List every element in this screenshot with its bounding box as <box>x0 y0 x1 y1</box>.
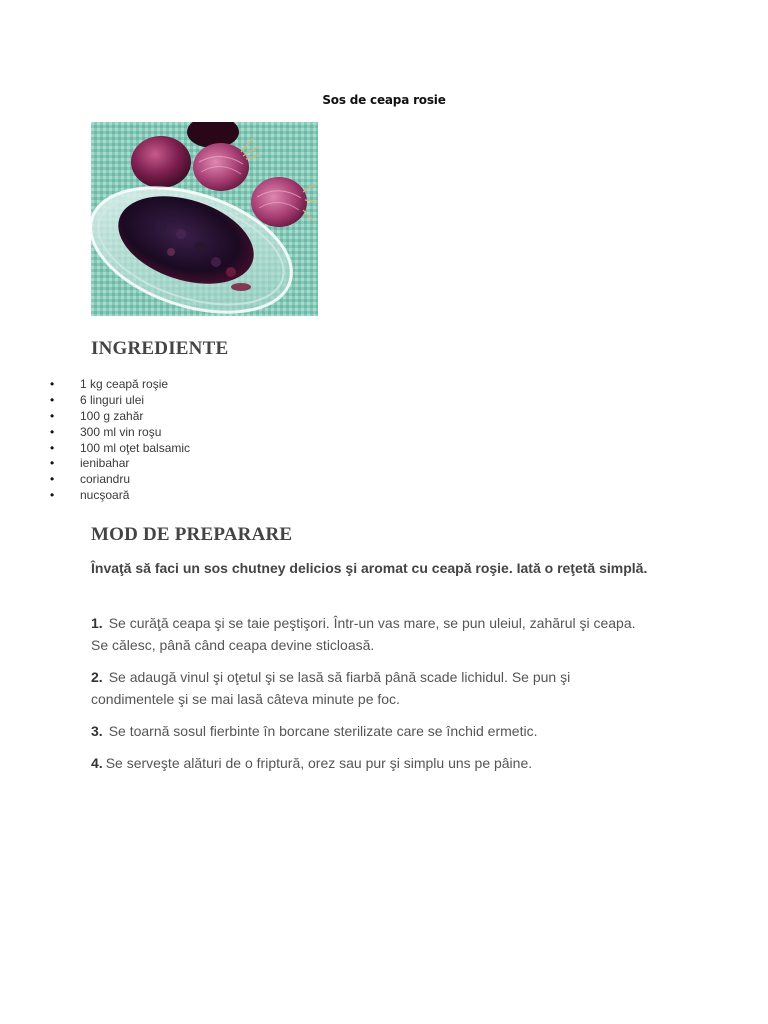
list-item <box>0 472 190 488</box>
step-item <box>91 612 651 656</box>
step-number: 1. <box>91 615 103 631</box>
ingredients-heading: INGREDIENTE <box>91 338 229 359</box>
preparation-heading: MOD DE PREPARARE <box>91 524 293 545</box>
bullet: • <box>50 472 55 487</box>
step-number: 3. <box>91 723 103 739</box>
bullet: • <box>50 392 55 407</box>
document-title: Sos de ceapa rosie <box>322 93 446 107</box>
list-item <box>0 377 190 393</box>
bullet: • <box>50 456 55 471</box>
recipe-photo <box>91 122 318 316</box>
ingredient-text: 300 ml vin roşu <box>80 424 162 439</box>
ingredient-text: ienibahar <box>80 456 130 471</box>
ingredients-list <box>0 377 190 504</box>
step-text: Se adaugă vinul şi oţetul şi se lasă să fiarbă până scade lichidul. Se pun şi condimentele şi se mai lasă câteva minute pe foc. <box>91 669 571 707</box>
recipe-intro: Învaţă să faci un sos chutney delicios şi aromat cu ceapă roşie. Iată o reţetă simplă. <box>91 560 648 576</box>
bullet: • <box>50 424 55 439</box>
list-item <box>0 409 190 425</box>
ingredient-text: coriandru <box>80 472 131 487</box>
step-text: Se curăţă ceapa şi se taie peştişori. Într-un vas mare, se pun uleiul, zahărul şi ceapa. Se călesc, până când ceapa devine sticloasă. <box>91 615 636 653</box>
ingredient-text: 6 linguri ulei <box>80 392 145 407</box>
step-text: Se serveşte alături de o friptură, orez sau pur şi simplu uns pe pâine. <box>105 755 533 771</box>
bullet: • <box>50 408 55 423</box>
bullet: • <box>50 377 55 391</box>
ingredient-text: 1 kg ceapă roşie <box>80 377 169 391</box>
step-number: 4. <box>91 755 103 771</box>
list-item <box>0 425 190 441</box>
step-item <box>91 666 651 710</box>
ingredient-text: nucşoară <box>80 488 130 503</box>
bullet: • <box>50 488 55 503</box>
step-item <box>91 752 651 774</box>
ingredient-text: 100 ml oţet balsamic <box>80 440 191 455</box>
red-onion-chutney-photo-icon <box>91 122 318 316</box>
step-number: 2. <box>91 669 103 685</box>
step-item <box>91 720 651 742</box>
ingredient-text: 100 g zahăr <box>80 408 144 423</box>
list-item <box>0 456 190 472</box>
list-item <box>0 441 190 457</box>
list-item <box>0 488 190 504</box>
bullet: • <box>50 440 55 455</box>
step-text: Se toarnă sosul fierbinte în borcane sterilizate care se închid ermetic. <box>108 723 538 739</box>
list-item <box>0 393 190 409</box>
